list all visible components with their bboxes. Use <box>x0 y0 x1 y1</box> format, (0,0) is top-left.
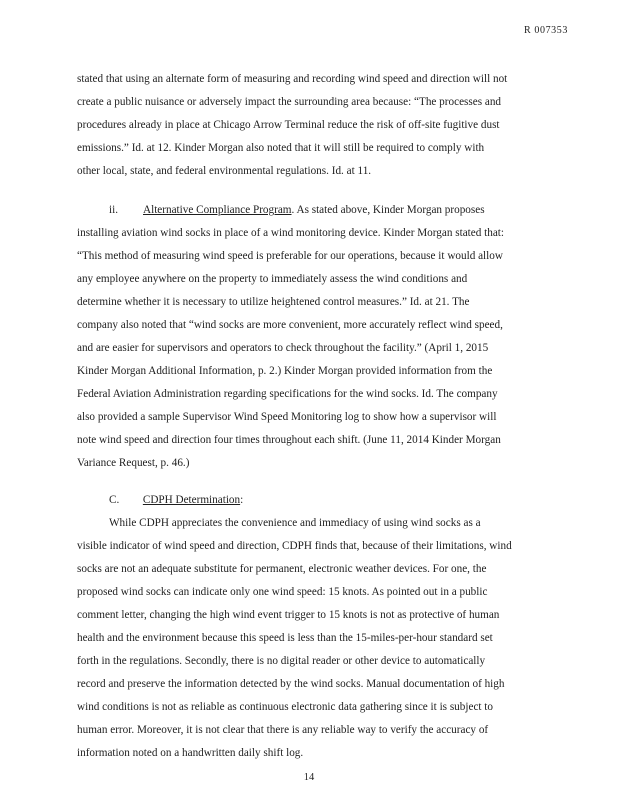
text-line: emissions.” Id. at 12. Kinder Morgan also noted that it will still be required to comply with <box>77 142 485 154</box>
section-heading: CDPH Determination <box>142 494 241 506</box>
text-line: company also noted that “wind socks are more convenient, more accurately reflect wind speed, <box>77 319 503 331</box>
text-line: While CDPH appreciates the convenience and immediacy of using wind socks as a <box>109 517 481 529</box>
bates-number: R 007353 <box>524 25 568 36</box>
text-line: determine whether it is necessary to utilize heightened control measures.” Id. at 21. The <box>77 296 470 308</box>
page-number: 14 <box>303 772 315 783</box>
text-line: information noted on a handwritten daily shift log. <box>77 747 304 759</box>
text-line: stated that using an alternate form of measuring and recording wind speed and direction will not <box>77 73 508 85</box>
text-line: Federal Aviation Administration regarding specifications for the wind socks. Id. The company <box>77 388 498 400</box>
text-line: socks are not an adequate substitute for permanent, electronic weather devices. For one, the <box>77 563 487 575</box>
text-line: proposed wind socks can indicate only one wind speed: 15 knots. As pointed out in a public <box>77 586 488 598</box>
text-line: and are easier for supervisors and operators to check throughout the facility.” (April 1, 2015 <box>77 342 489 354</box>
text-line: “This method of measuring wind speed is preferable for our operations, because it would allow <box>77 250 503 262</box>
section-numeral: ii. <box>109 204 119 216</box>
text-line: record and preserve the information detected by the wind socks. Manual documentation of high <box>77 678 505 690</box>
section-heading-line <box>109 494 243 507</box>
text-line: any employee anywhere on the property to immediately assess the wind conditions and <box>77 273 468 285</box>
text-line: human error. Moreover, it is not clear that there is any reliable way to verify the accuracy of <box>77 724 489 736</box>
text-line: note wind speed and direction four times throughout each shift. (June 11, 2014 Kinder Morgan <box>77 434 501 446</box>
text-line: wind conditions is not as reliable as continuous electronic data gathering since it is subject to <box>77 701 494 713</box>
section-letter: C. <box>109 494 120 506</box>
text-line: comment letter, changing the high wind event trigger to 15 knots is not as protective of human <box>77 609 500 621</box>
section-heading-line <box>109 204 485 217</box>
section-heading: Alternative Compliance Program <box>143 204 292 216</box>
text-line: Variance Request, p. 46.) <box>77 457 190 469</box>
text-run: . As stated above, Kinder Morgan proposes <box>291 204 485 216</box>
text-line: also provided a sample Supervisor Wind Speed Monitoring log to show how a supervisor will <box>77 411 497 423</box>
text-line: installing aviation wind socks in place of a wind monitoring device. Kinder Morgan stated that: <box>77 227 505 239</box>
text-line: create a public nuisance or adversely impact the surrounding area because: “The processes and <box>77 96 502 108</box>
text-line: health and the environment because this speed is less than the 15-miles-per-hour standard set <box>77 632 493 644</box>
text-run: : <box>240 494 244 506</box>
text-line: other local, state, and federal environmental regulations. Id. at 11. <box>77 165 372 177</box>
text-line: visible indicator of wind speed and direction, CDPH finds that, because of their limitations, wind <box>77 540 512 552</box>
text-line: procedures already in place at Chicago Arrow Terminal reduce the risk of off-site fugitive dust <box>77 119 500 131</box>
text-line: forth in the regulations. Secondly, there is no digital reader or other device to automatically <box>77 655 486 667</box>
text-line: Kinder Morgan Additional Information, p. 2.) Kinder Morgan provided information from the <box>77 365 493 377</box>
